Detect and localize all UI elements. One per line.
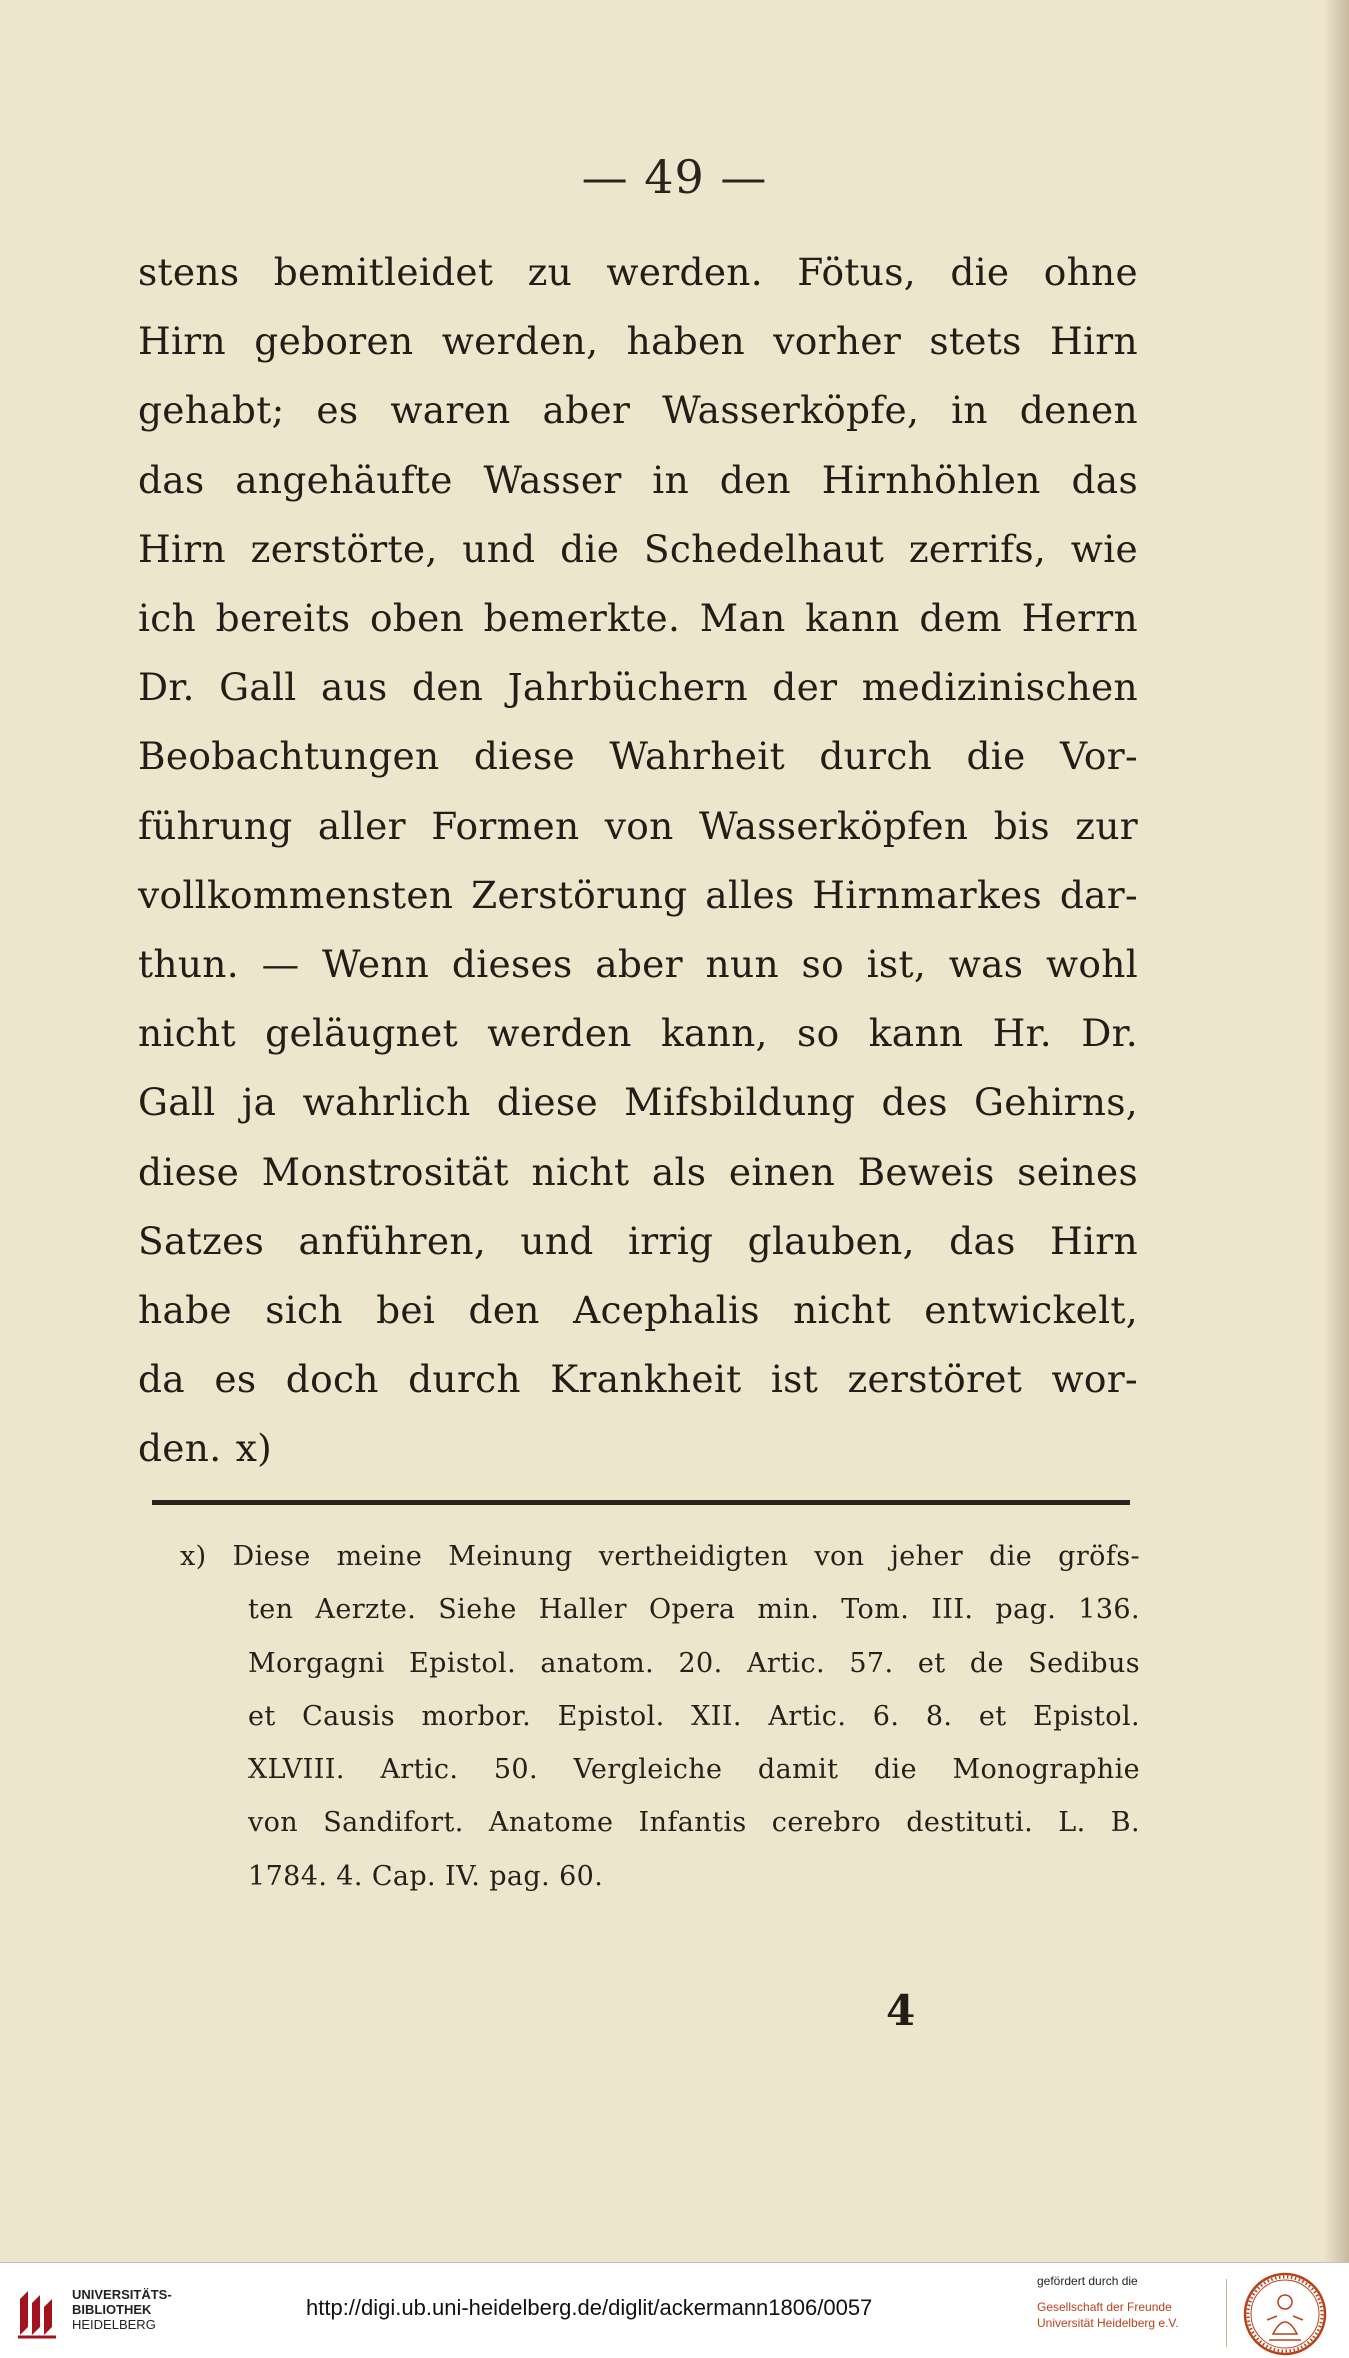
page-edge-shadow bbox=[1323, 0, 1349, 2262]
library-logo-line: UNIVERSITÄTS- bbox=[72, 2287, 172, 2302]
footnote-line: x) Diese meine Meinung vertheidigten von jeher die gröfs- bbox=[180, 1541, 1140, 1572]
text-line: Hirn zerstörte, und die Schedelhaut zerrifs, wie bbox=[138, 526, 1138, 571]
footnote-block bbox=[180, 1530, 1140, 1903]
body-text bbox=[138, 238, 1138, 1484]
text-line: thun. — Wenn dieses aber nun so ist, was wohl bbox=[138, 942, 1138, 987]
signature-mark: 4 bbox=[886, 1986, 916, 2035]
text-line: nicht geläugnet werden kann, so kann Hr. Dr. bbox=[138, 1011, 1138, 1056]
library-logo-line: HEIDELBERG bbox=[72, 2317, 156, 2332]
text-line: führung aller Formen von Wasserköpfen bis zur bbox=[138, 803, 1138, 848]
sponsored-by-label: gefördert durch die bbox=[1037, 2274, 1138, 2288]
sponsor-credit[interactable] bbox=[1037, 2273, 1232, 2331]
text-line: Dr. Gall aus den Jahrbüchern der medizinischen bbox=[138, 665, 1138, 710]
text-line: diese Monstrosität nicht als einen Beweis seines bbox=[138, 1149, 1138, 1194]
footnote-rule bbox=[152, 1500, 1130, 1505]
text-line: da es doch durch Krankheit ist zerstöret wor- bbox=[138, 1357, 1138, 1402]
text-line: ich bereits oben bemerkte. Man kann dem Herrn bbox=[138, 596, 1138, 641]
library-logo-icon[interactable] bbox=[14, 2283, 60, 2341]
text-line: Hirn geboren werden, haben vorher stets Hirn bbox=[138, 319, 1138, 364]
university-seal-icon[interactable] bbox=[1243, 2272, 1327, 2356]
footnote-line: Morgagni Epistol. anatom. 20. Artic. 57. et de Sedibus bbox=[248, 1647, 1140, 1679]
footnote-line: XLVIII. Artic. 50. Vergleiche damit die Monographie bbox=[248, 1754, 1140, 1786]
society-name-line: Universität Heidelberg e.V. bbox=[1037, 2316, 1179, 2330]
text-line: den. x) bbox=[138, 1426, 273, 1471]
footnote-line: et Causis morbor. Epistol. XII. Artic. 6. 8. et Epistol. bbox=[248, 1700, 1140, 1732]
permalink-url[interactable]: http://digi.ub.uni-heidelberg.de/diglit/ackermann1806/0057 bbox=[306, 2295, 873, 2320]
footnote-line: ten Aerzte. Siehe Haller Opera min. Tom. III. pag. 136. bbox=[248, 1594, 1140, 1626]
library-logo-line: BIBLIOTHEK bbox=[72, 2302, 152, 2317]
text-line: Beobachtungen diese Wahrheit durch die Vor- bbox=[138, 734, 1138, 779]
society-name-line: Gesellschaft der Freunde bbox=[1037, 2300, 1172, 2314]
footnote-line: von Sandifort. Anatome Infantis cerebro destituti. L. B. bbox=[248, 1807, 1140, 1839]
text-line: das angehäufte Wasser in den Hirnhöhlen das bbox=[138, 457, 1138, 502]
viewer-footer bbox=[0, 2262, 1349, 2358]
text-line: habe sich bei den Acephalis nicht entwickelt, bbox=[138, 1288, 1138, 1333]
sponsor-divider bbox=[1226, 2279, 1227, 2347]
text-line: stens bemitleidet zu werden. Fötus, die ohne bbox=[138, 250, 1138, 294]
footnote-line: 1784. 4. Cap. IV. pag. 60. bbox=[248, 1860, 604, 1892]
text-line: Gall ja wahrlich diese Mifsbildung des Gehirns, bbox=[138, 1080, 1138, 1125]
library-logo-text[interactable] bbox=[72, 2287, 172, 2332]
text-line: gehabt; es waren aber Wasserköpfe, in denen bbox=[138, 388, 1138, 433]
page-number: — 49 — bbox=[581, 150, 768, 204]
text-line: vollkommensten Zerstörung alles Hirnmarkes dar- bbox=[138, 872, 1138, 917]
text-line: Satzes anführen, und irrig glauben, das Hirn bbox=[138, 1218, 1138, 1263]
